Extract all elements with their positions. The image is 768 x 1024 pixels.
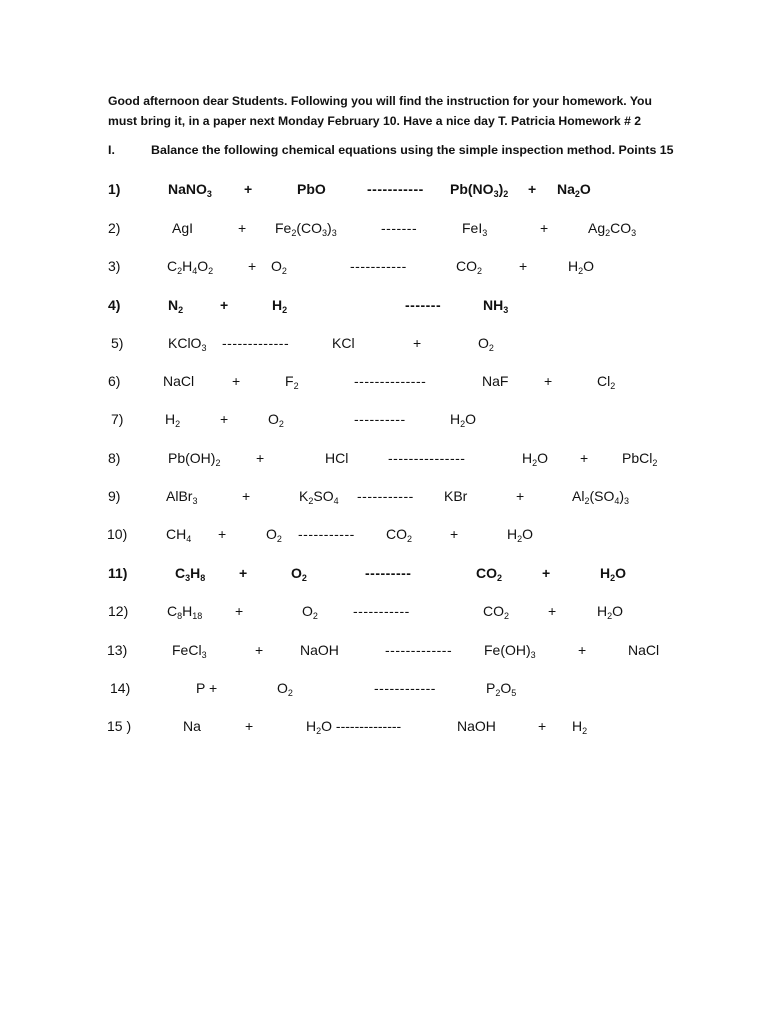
equation-number: 14) [110, 680, 131, 696]
chemical-formula: $CO_2$ [456, 258, 483, 276]
plus-sign: + [245, 718, 254, 734]
chemical-formula: $Al_2(SO_4)_3$ [572, 488, 630, 506]
plus-sign: + [220, 297, 229, 313]
plus-sign: + [516, 488, 525, 504]
section-numeral: I. [108, 143, 115, 157]
chemical-formula: KClO$_3$ [168, 335, 207, 353]
chemical-formula: NaOH [300, 642, 339, 658]
plus-sign: + [218, 526, 227, 542]
chemical-formula: $CH_4$ [166, 526, 192, 544]
plus-sign: + [519, 258, 528, 274]
chemical-formula: $O_2$ [266, 526, 282, 544]
chemical-formula: $H_2O$ [507, 526, 534, 544]
plus-sign: + [238, 220, 247, 236]
intro-line-1: Good afternoon dear Students. Following you will find the instruction for your homework. You [108, 94, 652, 108]
reaction-arrow: ------------- [385, 642, 453, 658]
plus-sign: + [580, 450, 589, 466]
chemical-formula: $Ag_2CO_3$ [588, 220, 637, 238]
chemical-formula: $O_2$ [478, 335, 494, 353]
chemical-formula: $CO_2$ [483, 603, 510, 621]
equation-number: 6) [108, 373, 121, 389]
chemical-formula: $O_2$ [271, 258, 287, 276]
reaction-arrow: -------------- [354, 373, 427, 389]
plus-sign: + [538, 718, 547, 734]
chemical-formula: $NH_3$ [483, 297, 509, 315]
chemical-formula: $CO_2$ [476, 565, 503, 583]
equation-number: 1) [108, 181, 121, 197]
plus-sign: + [578, 642, 587, 658]
chemical-formula: NaNO$_3$ [168, 181, 212, 199]
chemical-formula: $F_2$ [285, 373, 299, 391]
chemical-formula: $O_2$ [302, 603, 318, 621]
chemical-formula: $O_2$ [291, 565, 307, 583]
chemical-formula: $H_2O$ [450, 411, 477, 429]
equation-number: 4) [108, 297, 121, 313]
reaction-arrow: ----------- [350, 258, 407, 274]
plus-sign: + [548, 603, 557, 619]
chemical-formula: $K_2SO_4$ [299, 488, 339, 506]
chemical-formula: $O_2$ [277, 680, 293, 698]
chemical-formula: PbCl$_2$ [622, 450, 658, 468]
section-instruction: Balance the following chemical equations using the simple inspection method. Points 15 [151, 143, 674, 157]
reaction-arrow: ------------ [374, 680, 436, 696]
chemical-formula: $Fe(OH)_3$ [484, 642, 536, 660]
plus-sign: + [528, 181, 537, 197]
chemical-formula: $H_2O$ [568, 258, 595, 276]
chemical-formula: $H_2$ [272, 297, 288, 315]
plus-sign: + [244, 181, 253, 197]
chemical-formula: $O_2$ [268, 411, 284, 429]
chemical-formula: $Pb(OH)_2$ [168, 450, 221, 468]
plus-sign: + [540, 220, 549, 236]
equation-number: 5) [111, 335, 124, 351]
chemical-formula: $C_8H_{18}$ [167, 603, 203, 621]
plus-sign: + [239, 565, 248, 581]
equation-number: 15 ) [107, 718, 132, 734]
chemical-formula: KBr [444, 488, 468, 504]
chemical-formula: FeI$_3$ [462, 220, 488, 238]
plus-sign: + [413, 335, 422, 351]
equation-number: 3) [108, 258, 121, 274]
chemical-formula: NaOH [457, 718, 496, 734]
chemical-formula: $P_2O_5$ [486, 680, 517, 698]
reaction-arrow: ---------- [354, 411, 406, 427]
chemical-formula: $Fe_2(CO_3)_3$ [275, 220, 337, 238]
plus-sign: + [256, 450, 265, 466]
reaction-arrow: ----------- [367, 181, 424, 197]
reaction-arrow: ------- [405, 297, 442, 313]
chemical-formula: $CO_2$ [386, 526, 413, 544]
equation-number: 8) [108, 450, 121, 466]
plus-sign: + [255, 642, 264, 658]
reaction-arrow: ----------- [353, 603, 410, 619]
plus-sign: + [220, 411, 229, 427]
chemical-formula: $Cl_2$ [597, 373, 616, 391]
plus-sign: + [544, 373, 553, 389]
chemical-formula: $C_2H_4O_2$ [167, 258, 214, 276]
chemical-formula: $H_2$ [165, 411, 181, 429]
chemical-formula: AgI [172, 220, 194, 236]
plus-sign: + [450, 526, 459, 542]
plus-sign: + [248, 258, 257, 274]
equation-number: 11) [108, 565, 128, 581]
chemical-formula: NaF [482, 373, 509, 389]
chemical-formula: $H_2$ [572, 718, 588, 736]
chemical-formula: $C_3H_8$ [175, 565, 206, 583]
equation-number: 7) [111, 411, 124, 427]
chemical-formula: $N_2$ [168, 297, 184, 315]
plus-sign: + [542, 565, 551, 581]
chemical-formula: $H_2O$ [600, 565, 627, 583]
chemical-formula: PbO [297, 181, 326, 197]
reaction-arrow: ------- [381, 220, 418, 236]
reaction-arrow: ----------- [298, 526, 355, 542]
chemical-formula: $Pb(NO_3)_2$ [450, 181, 509, 199]
chemical-formula: NaCl [163, 373, 195, 389]
plus-sign: + [235, 603, 244, 619]
reaction-arrow: --------- [365, 565, 412, 581]
reaction-arrow: ----------- [357, 488, 414, 504]
homework-instructions [108, 91, 668, 131]
chemical-formula: HCl [325, 450, 349, 466]
chemical-formula: $H_2O$ -------------- [306, 718, 402, 736]
chemical-formula: Na [183, 718, 201, 734]
equation-number: 12) [108, 603, 129, 619]
equation-number: 9) [108, 488, 121, 504]
chemical-formula: $H_2O$ [522, 450, 549, 468]
equation-number: 13) [107, 642, 128, 658]
chemical-formula: AlBr$_3$ [166, 488, 198, 506]
chemical-formula: FeCl$_3$ [172, 642, 207, 660]
chemical-formula: $H_2O$ [597, 603, 624, 621]
chemical-formula: P + [196, 680, 218, 696]
chemical-formula: NaCl [628, 642, 660, 658]
reaction-arrow: ------------- [222, 335, 290, 351]
reaction-arrow: --------------- [388, 450, 466, 466]
equation-number: 2) [108, 220, 121, 236]
chemical-formula: KCl [332, 335, 355, 351]
intro-line-2: must bring it, in a paper next Monday February 10. Have a nice day T. Patricia Homework # 2 [108, 114, 642, 128]
plus-sign: + [242, 488, 251, 504]
chemical-formula: $Na_2O$ [557, 181, 591, 199]
equation-number: 10) [107, 526, 128, 542]
plus-sign: + [232, 373, 241, 389]
